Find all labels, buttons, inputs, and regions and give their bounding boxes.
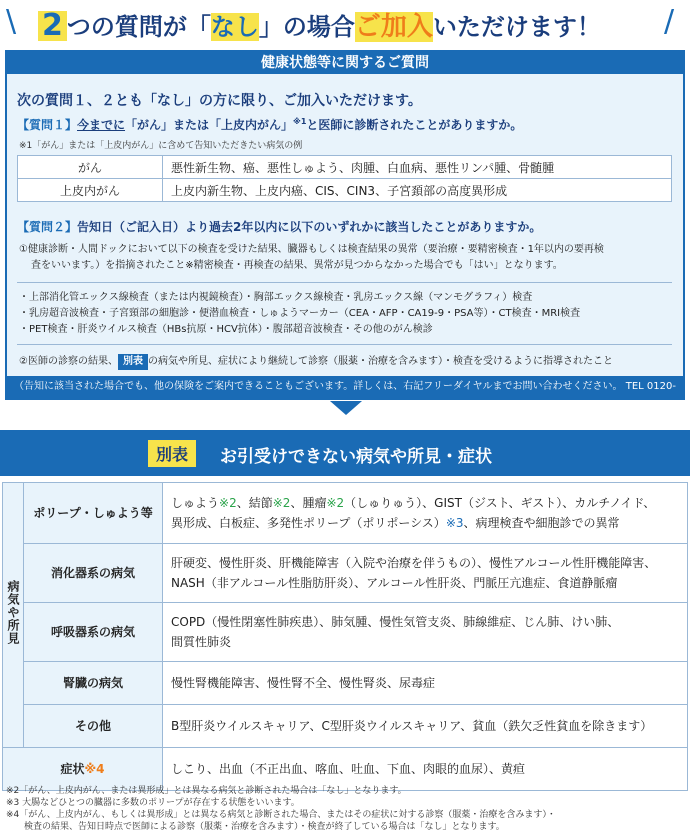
question-2-item-2: ②医師の診察の結果、 別表 の病気や所見、症状により継続して診察（服薬・治療を含みます）・検査を受けるように指導されたこと: [19, 354, 613, 370]
health-header: 健康状態等に関するご質問: [7, 52, 683, 74]
category-cell: その他: [24, 705, 163, 748]
beppyo-inline-label: 別表: [118, 354, 148, 370]
headline: [0, 0, 690, 44]
row-value: 上皮内新生物、上皮内癌、CIS、CIN3、子宮頚部の高度異形成: [163, 179, 672, 202]
down-arrow-icon: [330, 401, 362, 415]
value-cell: 肝硬変、慢性肝炎、肝機能障害（入院や治療を伴うもの）、慢性アルコール性肝機能障害、 NASH（非アルコール性脂肪肝炎）、アルコール性肝炎、門脈圧亢進症、食道静脈瘤: [163, 544, 688, 603]
table-row: [3, 705, 688, 748]
beppyo-label: 別表: [148, 440, 196, 467]
symptom-category-cell: 症状※4: [3, 748, 163, 791]
questions-lead: 次の質問１、２とも「なし」の方に限り、ご加入いただけます。: [17, 93, 422, 109]
cancer-examples-table: [17, 155, 672, 202]
table-row: [18, 156, 672, 179]
headline-number: 2: [38, 11, 67, 41]
category-cell: ポリープ・しゅよう等: [24, 483, 163, 544]
divider: [17, 282, 672, 283]
question-2-item-1: ①健康診断・人間ドックにおいて以下の検査を受けた結果、臓器もしくは検査結果の異常（要治療・要精密検査・1年以内の要再検 査をいいます。）を指摘されたこと※精密検査・再検査の結果、異常が見つからなかった場合でも「はい」となります。: [19, 244, 604, 271]
question-2: 【質問２】告知日（ご記入日）より過去2年以内に以下のいずれかに該当したことがありますか。: [17, 220, 542, 234]
exam-list: [19, 290, 580, 338]
footnotes: [6, 785, 556, 833]
question-1-note: ※1「がん」または「上皮内がん」に含めて告知いただきたい病気の例: [19, 141, 303, 151]
headline-text: 2 つの質問が「なし」の場合ご加入いただけます！: [38, 6, 601, 43]
category-cell: 腎臓の病気: [24, 662, 163, 705]
value-cell: 慢性腎機能障害、慢性腎不全、慢性腎炎、尿毒症: [163, 662, 688, 705]
health-footer: （告知に該当された場合でも、他の保険をご案内できることもございます。詳しくは、右記フリーダイヤルまでお問い合わせください。 TEL 0120-201-342）: [7, 376, 683, 398]
row-value: 悪性新生物、癌、悪性しゅよう、肉腫、白血病、悪性リンパ腫、骨髄腫: [163, 156, 672, 179]
table-row: [18, 179, 672, 202]
list-item: ・乳房超音波検査・子宮頸部の細胞診・便潜血検査・しゅようマーカー（CEA・AFP・CA19-9・PSA等）・CT検査・MRI検査: [19, 308, 581, 319]
beppyo-banner: [0, 430, 690, 476]
footnote: ※3 大腸などひとつの臓器に多数のポリープが存在する状態をいいます。: [6, 798, 300, 808]
list-item: ・上部消化管エックス線検査（または内視鏡検査）・胸部エックス線検査・乳房エックス線（マンモグラフィ）検査: [19, 292, 533, 303]
side-label: 病気や所見: [3, 483, 24, 748]
headline-gokanyu: ご加入: [354, 12, 433, 42]
headline-nashi: なし: [210, 13, 259, 41]
row-key: 上皮内がん: [18, 179, 163, 202]
table-row: [3, 662, 688, 705]
symptom-value-cell: しこり、出血（不正出血、喀血、吐血、下血、肉眼的血尿）、黄疸: [163, 748, 688, 791]
value-cell: しゅよう※2、結節※2、腫瘤※2（しゅりゅう）、GIST（ジスト、ギスト）、カルチノイド、 異形成、白板症、多発性ポリープ（ポリポーシス）※3、病理検査や細胞診での異常: [163, 483, 688, 544]
slash-left-icon: \: [6, 4, 17, 39]
beppyo-title: お引受けできない病気や所見・症状: [220, 447, 492, 467]
value-cell: COPD（慢性閉塞性肺疾患）、肺気腫、慢性気管支炎、肺線維症、じん肺、けい肺、 間質性肺炎: [163, 603, 688, 662]
footnote: ※2「がん、上皮内がん、または異形成」とは異なる病気と診断された場合は「なし」となります。: [6, 786, 407, 796]
slash-right-icon: /: [664, 4, 675, 39]
table-row: [3, 483, 688, 544]
row-key: がん: [18, 156, 163, 179]
table-row: [3, 544, 688, 603]
footnote: ※4「がん、上皮内がん、もしくは異形成」とは異なる病気と診断された場合、またはその症状に対する診察（服薬・治療を含みます）・: [6, 810, 556, 820]
divider: [17, 344, 672, 345]
question-1: 【質問１】今までに「がん」または「上皮内がん」$^{※1}$と医師に診断されたことがありますか。: [17, 117, 523, 132]
table-row: [3, 603, 688, 662]
footnote: 検査の結果、告知日時点で医師による診察（服薬・治療を含みます）・検査が終了している場合は「なし」となります。: [6, 822, 505, 832]
value-cell: B型肝炎ウイルスキャリア、C型肝炎ウイルスキャリア、貧血（鉄欠乏性貧血を除きます）: [163, 705, 688, 748]
category-cell: 消化器系の病気: [24, 544, 163, 603]
category-cell: 呼吸器系の病気: [24, 603, 163, 662]
conditions-table: [2, 482, 688, 791]
list-item: ・PET検査・肝炎ウイルス検査（HBs抗原・HCV抗体）・腹部超音波検査・その他のがん検診: [19, 324, 433, 335]
health-questions-box: [5, 50, 685, 414]
